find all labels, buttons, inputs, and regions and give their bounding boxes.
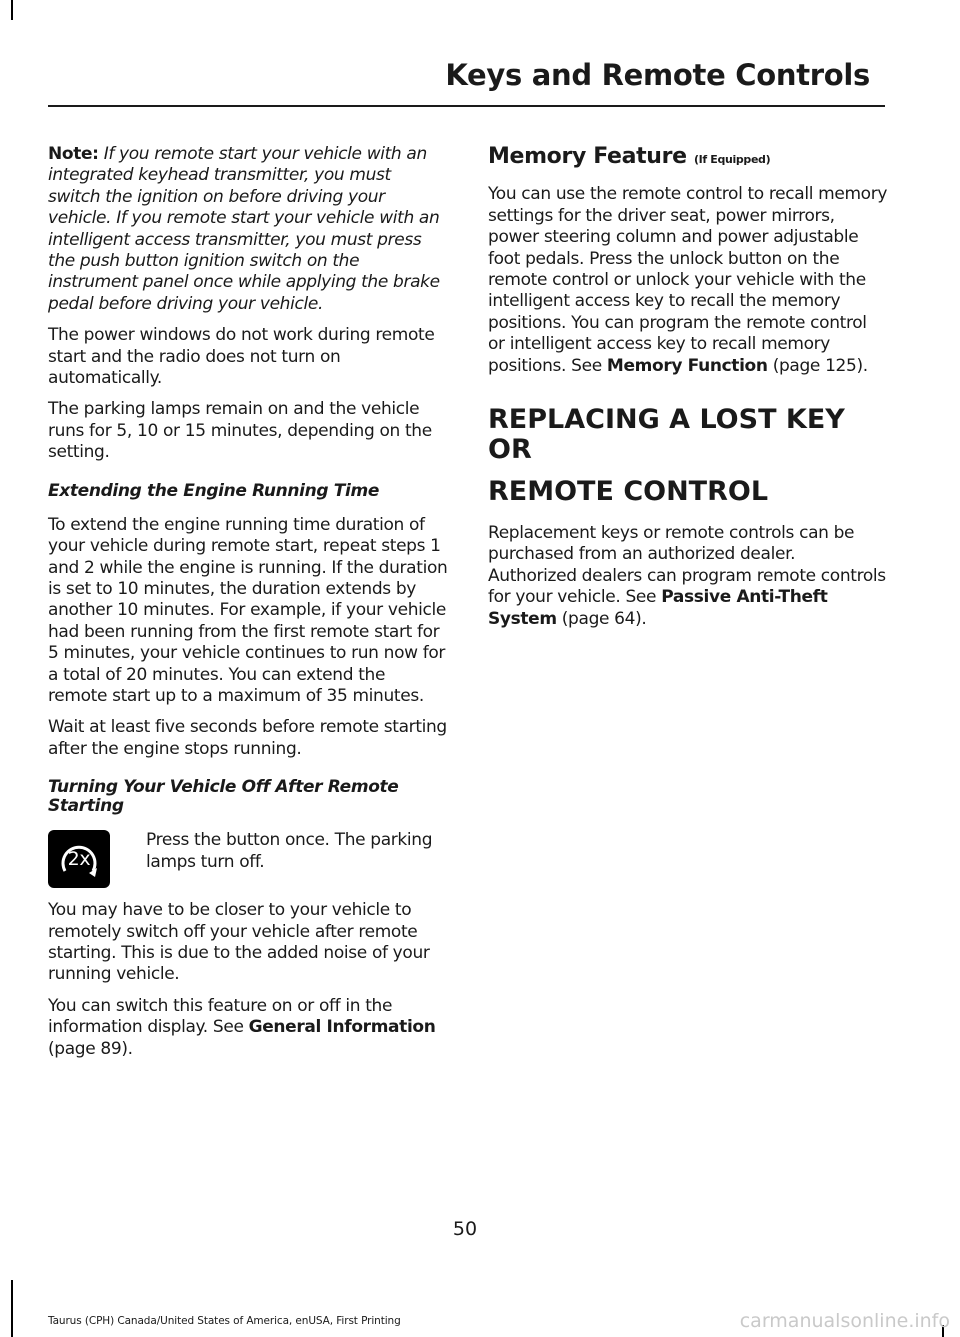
passive-anti-theft-link[interactable]: Passive Anti-Theft System [488,587,828,629]
turn-off-text: Press the button once. The parking lamps turn off. [146,830,433,872]
note-paragraph [48,144,448,315]
switch-feature-paragraph [48,996,448,1060]
header-rule [48,105,885,107]
watermark: carmanualsonline.info [739,1310,950,1332]
replacing-paragraph [488,523,888,630]
memory-heading-text: Memory Feature [488,144,687,169]
memory-text: You can use the remote control to recall memory settings for the driver seat, power mirrors, power steering column and power adjustable foot pedals. Press the unlock button on the remote control or unlock your vehicle with the intelligent access key to recall the memory positions. You can program the remote control or intelligent access key to recall memory positions. See [488,184,888,376]
page-number: 50 [452,1218,478,1240]
memory-paragraph [488,184,888,377]
extend-paragraph: To extend the engine running time duration of your vehicle during remote start, repeat steps 1 and 2 while the engine is running. If the duration is set to 10 minutes, the duration extends by another 10 minutes. For example, if your vehicle had been running from the first remote start for 5 minutes, your vehicle continues to run now for a total of 20 minutes. You can extend the remote start up to a maximum of 35 minutes. [48,514,448,706]
crop-mark-top-left [11,0,13,20]
replacing-heading-line2: REMOTE CONTROL [488,476,769,508]
windows-paragraph: The power windows do not work during remote start and the radio does not turn on automatically. [48,325,435,389]
extending-subheading: Extending the Engine Running Time [48,480,380,501]
note-label: Note: [48,144,99,164]
lamps-paragraph: The parking lamps remain on and the vehicle runs for 5, 10 or 15 minutes, depending on the setting. [48,399,432,463]
switch-suffix: (page 89). [48,1038,133,1059]
replacing-heading-line1: REPLACING A LOST KEY OR [488,404,845,466]
memory-feature-heading [488,146,888,170]
general-information-link[interactable]: General Information [248,1017,436,1038]
turn-off-instruction [48,830,448,888]
if-equipped-label: (If Equipped) [693,153,771,166]
switch-prefix: You can switch this feature on or off in the information display. See [48,995,393,1038]
crop-mark-left-bottom [11,1280,13,1337]
wait-paragraph: Wait at least five seconds before remote starting after the engine stops running. [48,717,447,759]
page-header-title: Keys and Remote Controls [445,58,870,92]
closer-paragraph: You may have to be closer to your vehicle to remotely switch off your vehicle after remote starting. This is due to the added noise of your running vehicle. [48,900,430,985]
replacing-suffix: (page 64). [556,608,647,629]
replacing-text: Replacement keys or remote controls can be purchased from an authorized dealer. Authorized dealers can program remote controls for your vehicle. See [488,523,886,608]
icon-2x-label: 2x [67,848,91,871]
memory-suffix: (page 125). [767,355,868,376]
remote-start-2x-icon [48,830,110,888]
note-text: If you remote start your vehicle with an integrated keyhead transmitter, you must switch the ignition on before driving your vehicle. If you remote start your vehicle with an intelligent access transmitter, you must press the push button ignition switch on the instrument panel once while applying the brake pedal before driving your vehicle. [48,144,440,314]
memory-function-link[interactable]: Memory Function [606,355,768,376]
right-column [488,144,888,640]
replacing-heading [488,405,888,507]
turning-off-subheading: Turning Your Vehicle Off After Remote Starting [48,777,399,817]
edition-footer: Taurus (CPH) Canada/United States of America, enUSA, First Printing [48,1315,401,1327]
left-column [48,144,448,1070]
